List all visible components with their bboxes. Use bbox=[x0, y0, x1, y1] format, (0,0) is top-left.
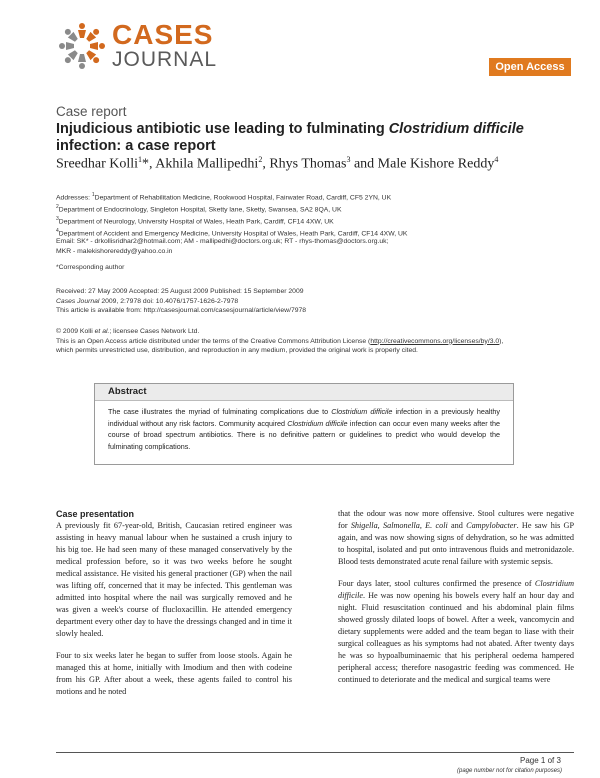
email-block bbox=[56, 237, 388, 256]
page-number: Page 1 of 3 bbox=[520, 756, 561, 765]
author-name: Male Kishore Reddy bbox=[377, 156, 495, 172]
license-line-2: which permits unrestricted use, distribution, and reproduction in any medium, provided the original work is properly cited. bbox=[56, 347, 418, 355]
footer-rule bbox=[56, 752, 574, 753]
title-text-end: infection: a case report bbox=[56, 138, 216, 154]
address-block bbox=[56, 191, 407, 238]
author-name: Sreedhar Kolli bbox=[56, 156, 139, 172]
abstract-header bbox=[95, 384, 513, 401]
logo-people-icon bbox=[52, 16, 112, 76]
body-column-left bbox=[56, 508, 292, 708]
dates-block bbox=[56, 287, 306, 316]
address-line: Addresses: $^1$Department of Rehabilitation Medicine, Rookwood Hospital, Fairwater Road, Cardiff, CF5 2YN, UK bbox=[56, 192, 392, 202]
title-text: Injudicious antibiotic use leading to fulminating bbox=[56, 121, 389, 137]
citation-line: Cases Journal 2009, 2:7978 doi: 10.4076/1757-1626-2-7978 bbox=[56, 297, 239, 305]
page-number-note: (page number not for citation purposes) bbox=[457, 768, 563, 774]
logo-text-cases: CASES bbox=[112, 19, 214, 50]
address-line: $^2$Department of Endocrinology, Singleton Hospital, Sketty lane, Sketty, Swansea, SA2 8QA, UK bbox=[56, 203, 342, 214]
logo-text-journal: JOURNAL bbox=[112, 48, 218, 71]
body-paragraph: Four days later, stool cultures confirmed the presence of Clostridium difficile. He was now opening his bowels every half an hour day and night. Fluid resuscitation continued and his abdominal plain films showed grossly dilated loops of bowel. After a week, vancomycin and dietary supplements were added and the team began to liase with their surgical colleagues as his symptoms had not abated. After twenty days he was so hypoalbuminaemic that his peripheral oedema hampered peripheral access; therefore nasogastric feeding was commenced. He continued to deteriorate and the medical and surgical teams were bbox=[338, 579, 574, 684]
open-access-badge: Open Access bbox=[489, 58, 571, 76]
journal-logo bbox=[52, 16, 218, 82]
author-name: Rhys Thomas bbox=[269, 156, 347, 172]
received-dates: Received: 27 May 2009 Accepted: 25 August 2009 Published: 15 September 2009 bbox=[56, 288, 304, 295]
license-line: This is an Open Access article distributed under the terms of the Creative Commons Attribution License (http://creativecommons.org/licenses/by/3.0), bbox=[56, 337, 504, 345]
address-line: $^3$Department of Neurology, University Hospital of Wales, Heath Park, Cardiff, CF14 4XW, UK bbox=[56, 215, 334, 225]
article-url-line[interactable]: This article is available from: http://casesjournal.com/casesjournal/article/view/7978 bbox=[56, 307, 307, 315]
abstract-text: The case illustrates the myriad of fulminating complications due to Clostridium difficile infection in a previously healthy individual without any risk factors. Community acquired Clostridium difficile infection can occur even many weeks after the course of broad spectrum antibiotics. There is no definitive pattern or guidelines to predict who would develop the fulminating complications. bbox=[108, 407, 501, 451]
license-block bbox=[56, 327, 503, 356]
title-italic: Clostridium difficile bbox=[388, 121, 524, 137]
copyright-line: © 2009 Kolli et al.; licensee Cases Network Ltd. bbox=[56, 328, 200, 335]
section-heading: Case presentation bbox=[56, 509, 135, 519]
article-type-label: Case report bbox=[56, 104, 127, 119]
corresponding-author-note: *Corresponding author bbox=[56, 264, 125, 271]
license-link[interactable]: http://creativecommons.org/licenses/by/3.0 bbox=[370, 337, 500, 345]
body-paragraph: A previously fit 67-year-old, British, Caucasian retired engineer was assisting in heavy manual labour when he sustained a crush injury to his big toe. He had seen many of these managed conservatively by the medical profession before, so it was two weeks before he sought medical assistance. He visited his general practioner (GP) when the nail was lifting off, concerned that it may be infected. This gentleman was admitted into hospital where the nail was surgically removed and he was given a week's course of flucloxacillin. He attended emergency department every other day to have the dressings changed and in time it slowly healed. bbox=[56, 521, 292, 638]
body-column-right bbox=[338, 508, 574, 696]
email-line: Email: SK* - drkollisridhar2@hotmail.com; AM - mallipedhi@doctors.org.uk; RT - rhys-thomas@doctors.org.uk; bbox=[56, 238, 389, 245]
author-name: Akhila Mallipedhi bbox=[155, 156, 259, 172]
author-list: Sreedhar Kolli$^1$*, Akhila Mallipedhi$^2$, Rhys Thomas$^3$ and Male Kishore Reddy$^4$ bbox=[56, 155, 499, 172]
abstract-box bbox=[94, 383, 514, 465]
email-line: MKR - malekishorereddy@yahoo.co.in bbox=[56, 247, 173, 255]
body-paragraph: Four to six weeks later he began to suffer from loose stools. Again he managed this at home, initially with Imodium and then with codeine from his GP. After about a week, these agents failed to control his motions and he noted bbox=[56, 651, 292, 696]
article-title bbox=[56, 121, 566, 155]
body-paragraph: that the odour was now more offensive. Stool cultures were negative for Shigella, Salmonella, E. coli and Campylobacter. He saw his GP again, and was now showing signs of dehydration, so he was admitted to hospital, isolated and put onto intravenous fluids and metronidazole. Blood tests demonstrated acute renal failure with systemic sepsis. bbox=[338, 509, 575, 566]
abstract-heading: Abstract bbox=[108, 386, 147, 397]
address-line: $^4$Department of Accident and Emergency Medicine, University Hospital of Wales, Heath Park, Cardiff, CF14 4XW, UK bbox=[56, 227, 408, 237]
